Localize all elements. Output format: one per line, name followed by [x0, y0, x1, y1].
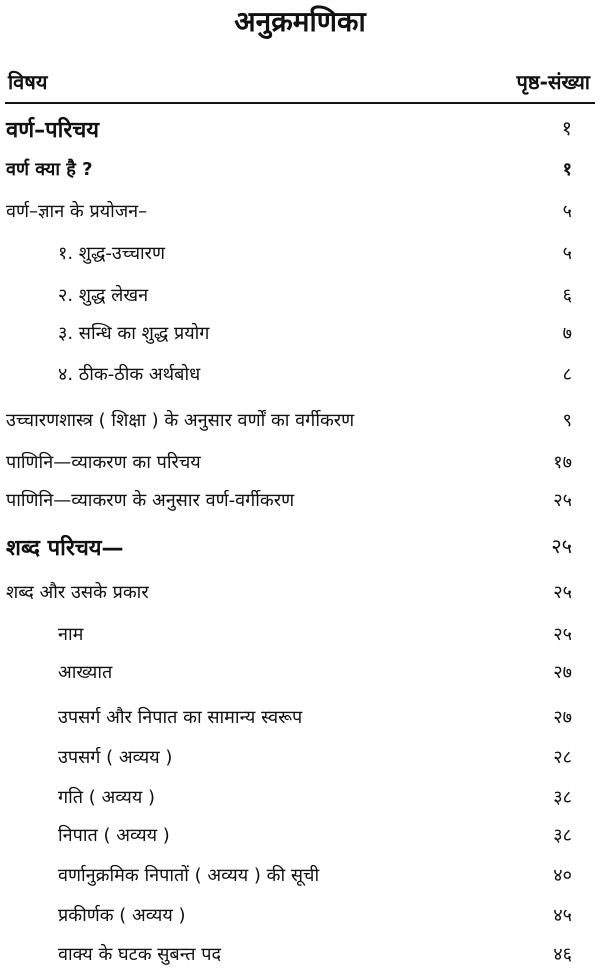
toc-entry-label: निपात ( अव्यय ): [58, 825, 170, 846]
toc-entry: [0, 705, 600, 741]
toc-entry: [0, 321, 600, 357]
toc-entry-page: १: [562, 159, 572, 180]
toc-entry-page: ५: [562, 201, 572, 222]
toc-entry: [0, 823, 600, 859]
header-rule: [5, 102, 595, 104]
toc-entry-page: २७: [553, 707, 572, 728]
toc-entry-label: पाणिनि—व्याकरण का परिचय: [6, 452, 201, 473]
toc-entry-page: २५: [553, 624, 572, 645]
toc-entry: [0, 199, 600, 235]
toc-entry-label: २. शुद्ध लेखन: [58, 285, 149, 306]
toc-entry-label: वर्ण–ज्ञान के प्रयोजन–: [6, 201, 148, 222]
toc-entry-page: १: [561, 116, 572, 140]
toc-entry-page: ३८: [553, 787, 572, 808]
toc-entry: [0, 622, 600, 658]
toc-entry-label: ३. सन्धि का शुद्ध प्रयोग: [58, 323, 210, 344]
toc-entry: [0, 488, 600, 524]
toc-entry-label: शब्द परिचय—: [6, 536, 124, 561]
toc-entry-label: गति ( अव्यय ): [58, 787, 156, 808]
toc-entry: [0, 580, 600, 616]
toc-entry-label: उच्चारणशास्त्र ( शिक्षा ) के अनुसार वर्णों का वर्गीकरण: [6, 410, 355, 431]
toc-entry-page: १७: [553, 452, 572, 473]
toc-entry-label: वाक्य के घटक सुबन्त पद: [58, 944, 222, 965]
toc-entry-page: २८: [553, 747, 572, 768]
toc-entry-page: ९: [562, 410, 572, 431]
toc-entry-page: ४६: [553, 944, 572, 965]
toc-entry: [0, 283, 600, 319]
toc-entry: [0, 157, 600, 193]
toc-entry: [0, 532, 600, 568]
toc-entry: [0, 745, 600, 781]
toc-entry: [0, 903, 600, 939]
toc-entry-page: ७: [562, 323, 572, 344]
toc-entry-page: २५: [553, 582, 572, 603]
toc-entry: [0, 114, 600, 150]
toc-entry-page: ८: [562, 364, 572, 385]
toc-entry-label: शब्द और उसके प्रकार: [6, 582, 149, 603]
toc-entry-page: ६: [562, 285, 572, 306]
toc-entry: [0, 785, 600, 821]
toc-entry-label: उपसर्ग और निपात का सामान्य स्वरूप: [58, 707, 303, 728]
toc-entry-label: वर्ण क्या है ?: [6, 159, 93, 180]
toc-entry-page: ३८: [553, 825, 572, 846]
toc-entry-page: ४०: [553, 865, 572, 886]
toc-entry-label: १. शुद्ध-उच्चारण: [58, 243, 166, 264]
toc-entry: [0, 863, 600, 899]
toc-entry: [0, 450, 600, 486]
toc-entry-page: ४५: [553, 905, 572, 926]
column-header-subject: विषय: [8, 70, 48, 94]
toc-entry: [0, 408, 600, 444]
toc-entry-page: २७: [553, 662, 572, 683]
page-title: अनुक्रमणिका: [234, 5, 366, 38]
toc-entry-page: २५: [551, 534, 572, 558]
toc-entry-label: उपसर्ग ( अव्यय ): [58, 747, 173, 768]
column-header-page-number: पृष्ठ-संख्या: [516, 70, 590, 94]
toc-entry-label: वर्णानुक्रमिक निपातों ( अव्यय ) की सूची: [58, 865, 320, 886]
toc-entry: [0, 942, 600, 978]
toc-entry-label: प्रकीर्णक ( अव्यय ): [58, 905, 186, 926]
toc-entry: [0, 660, 600, 696]
toc-entry-label: आख्यात: [58, 662, 113, 683]
toc-entry-label: ४. ठीक-ठीक अर्थबोध: [58, 364, 201, 385]
toc-entry-page: २५: [553, 490, 572, 511]
toc-entry-label: पाणिनि—व्याकरण के अनुसार वर्ण-वर्गीकरण: [6, 490, 295, 511]
toc-entry-label: नाम: [58, 624, 84, 645]
toc-entry: [0, 362, 600, 398]
toc-entry: [0, 241, 600, 277]
toc-entry-page: ५: [562, 243, 572, 264]
toc-entry-label: वर्ण–परिचय: [6, 118, 100, 143]
